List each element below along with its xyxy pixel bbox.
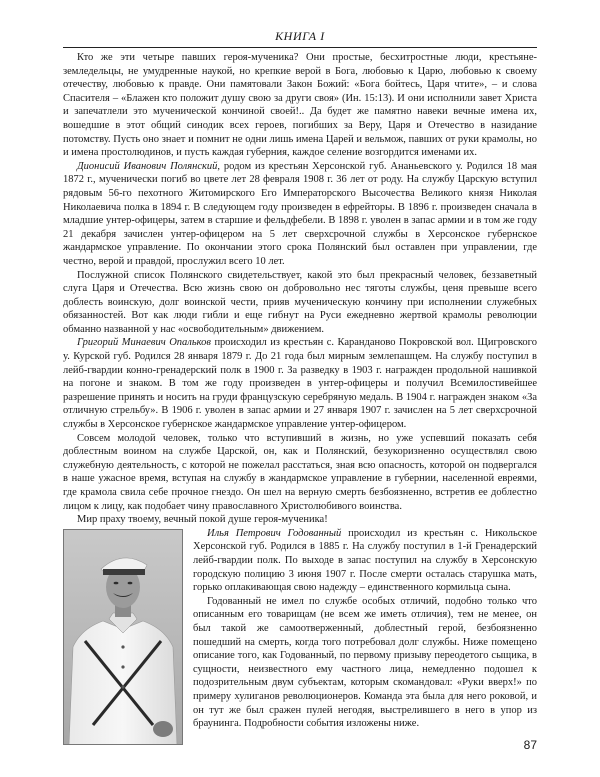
portrait-photo <box>63 529 183 745</box>
person-name-godovanny: Илья Петрович Годованный <box>207 527 342 539</box>
paragraph-polyansky <box>63 160 537 269</box>
paragraph-opalkov <box>63 336 537 431</box>
person-name-polyansky: Дионисий Иванович Полянский <box>77 160 218 172</box>
running-header <box>63 28 537 48</box>
running-header-title: КНИГА I <box>275 29 325 43</box>
portrait-photo-icon <box>63 529 183 745</box>
paragraph-heroes: Кто же эти четыре павших героя-мученика? Они простые, бесхитростные люди, крестьяне-земледельцы, не умудренные наукой, но крепкие верой в Бога, любовью к Царю, любовью к своему отечеству, любовью к правде. Они памятовали Закон Божий: «Бога бойтесь, Царя чтите», – и слова Спасителя – «Блажен кто положит душу свою за други своя» (Ин. 15:13). И они исполнили завет Христа и запечатлели это мученической кончиной своей!.. Да будет же памятно навеки вечные имена их, вошедшие в этот общий синодик всех героев, погибших за Веру, Царя и Отечество в назидание потомству. Пусть оно знает и помнит не одни лишь имена Царей и вельмож, павших от руки крамолы, но и имена простолюдинов, и пусть каждая губерния, каждое селение возгордится именами их. <box>63 52 537 159</box>
page-number: 87 <box>523 738 537 752</box>
header-rule <box>63 47 537 48</box>
person-text-opalkov: происходил из крестьян с. Каранданово Покровской вол. Щигровского у. Курской губ. Родился 28 января 1879 г. До 21 года был мирным землепашцем. На службу поступил в лейб-гвардии конно-гренадерский полк в 1900 г. За разведку в 1903 г. награжден продольной нашивкой на погоне и знаком. В том же году произведен в унтер-офицеры и получил Всемилостивейшее разрешение принять и носить на груди французскую серебряную медаль. В 1904 г. награжден знаком «За отличную стрельбу». В 1906 г. уволен в запас армии и 27 января 1907 г. зачислен на 5 лет сверхсрочной службы в Херсонское губернское жандармское управление унтер-офицером. <box>63 337 537 431</box>
person-text-polyansky: , родом из крестьян Херсонской губ. Ананьевского у. Родился 18 мая 1872 г., мученически погиб во цвете лет 28 февраля 1908 г. 36 лет от роду. На службу Царскую вступил рядовым 56-го пехотного Житомирского Его Императорского Высочества Великого князя Николая Николаевича полка в 1894 г. В следующем году произведен в ефрейторы. В 1896 г. произведен сначала в младшие унтер-офицеры, затем в старшие и фельдфебели. В 1898 г. уволен в запас армии и в том же году 21 декабря зачислен унтер-офицером на 5 лет сверхсрочной службы в Херсонское губернское жандармское управление. По окончании этого срока Полянский был оставлен при управлении, где честно, верой и правдой, прослужил всего 10 лет. <box>63 160 537 267</box>
paragraph-godovanny-death: Годованный не имел по службе особых отличий, подобно только что описанным его товарищам (не всем же иметь отличия), тем не менее, он был такой же самоотверженный, доблестный герой, безбоязненно пошедший на смерть, когда того потребовал долг службы. Ниже помещено описание того, как Годованный, по первому призыву переодетого сыщика, в сущности, неизвестного ему частного лица, немедленно подошел к подозрительным двум субъектам, которым скомандовал: «Руки вверх!» по примеру хулиганов революционеров. Команда эта была для него роковой, и он тут же был сражен пулей негодяя, выстрелившего в него в упор из браунинга. Подробности события изложены ниже. <box>193 595 537 730</box>
book-page <box>63 28 537 747</box>
paragraph-young-man: Совсем молодой человек, только что вступивший в жизнь, но уже успевший показать себя доблестным воином на службе Царской, он, как и Полянский, безукоризненно осуществлял свою служебную деятельность, с которой не пожелал расстаться, зная всю опасность, которой он подвергался в наше ужасное время, вступая на службу в жандармское управление в губернии, населенной евреями, где крамола свила себе прочное гнездо. Он шел на верную смерть безбоязненно, встретив ее доблестно лицом к лицу, как подобает чину православного Христолюбивого воинства. <box>63 432 537 512</box>
paragraph-service-record: Послужной список Полянского свидетельствует, какой это был прекрасный человек, беззаветный слуга Царя и Отечества. Всю жизнь свою он добровольно нес тяготы службы, ценя превыше всего доблесть воинскую, долг воинской чести, прияв мученическую кончину при исполнении служебных обязанностей. Вот как люди гибли и еще гибнут на Руси ежедневно жертвой крамолы революции обманно названной у нас «освободительным» движением. <box>63 269 537 335</box>
paragraph-rest-in-peace: Мир праху твоему, вечный покой душе героя-мученика! <box>77 514 328 526</box>
person-name-opalkov: Григорий Минаевич Опальков <box>77 337 211 349</box>
body-text <box>63 51 537 731</box>
person-text-godovanny: происходил из крестьян с. Никольское Херсонской губ. Родился в 1885 г. На службу поступил в 1-й Гренадерский лейб-гвардии полк. По выходе в запас поступил на службу в Херсонскую городскую полицию 3 июня 1907 г. После смерти осталась старушка мать, горько оплакивающая свою надежду – единственного кормильца сына. <box>193 527 537 594</box>
